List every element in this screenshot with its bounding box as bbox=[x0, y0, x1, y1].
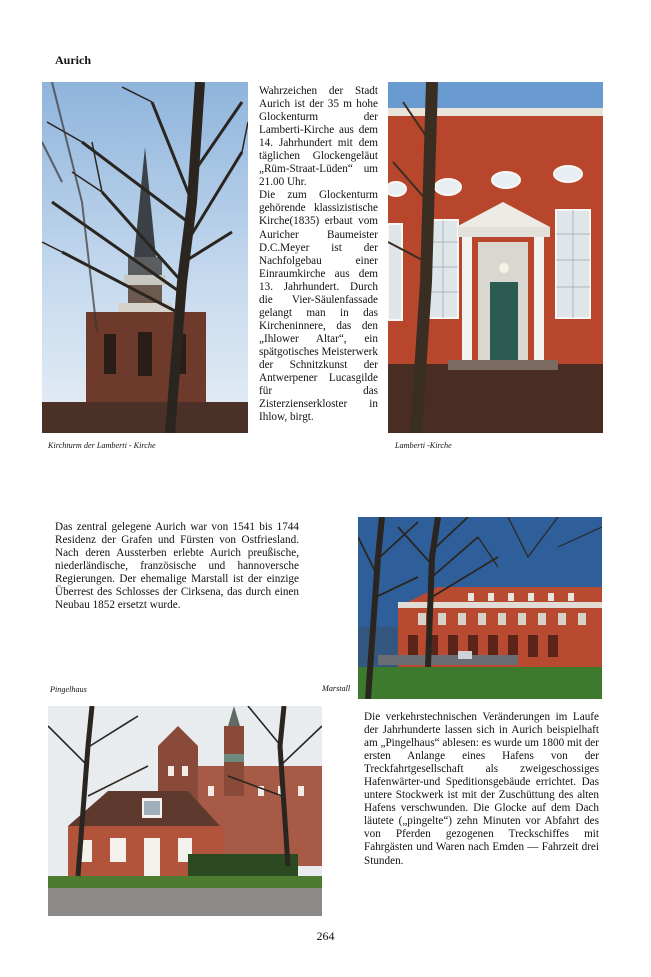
photo-marstall bbox=[358, 517, 602, 699]
photo-church-tower bbox=[42, 82, 248, 433]
caption-marstall: Marstall bbox=[322, 684, 351, 693]
text-lamberti-p1: Wahrzeichen der Stadt Aurich ist der 35 m hohe Glockenturm der Lamberti-Kirche aus dem 14. Jahrhundert mit dem täglichen Glockengeläut „Rüm-Straat-Lüden“ um 21.00 Uhr. bbox=[259, 85, 378, 189]
page-number: 264 bbox=[316, 929, 335, 943]
text-pingelhaus: Die verkehrstechnischen Veränderungen im Laufe der Jahrhunderte lassen sich in Aurich beispielhaft am „Pingelhaus“ ablesen: es wurde um 1800 mit der ersten Anlange eines Hafens von der Treckfahrtgesellschaft als zweigeschossiges Hafenwärter-und Speditionsgebäude errichtet. Das untere Stockwerk ist mit der Zuschüttung des alten Hafens verschwunden. Die Glocke auf dem Dach läutete („pingelte“) zehn Minuten vor Abfahrt des von Pferden gezogenen Treckschiffes mit Fahrgästen und Waren nach Emden — Fahrzeit drei Stunden. bbox=[364, 711, 599, 867]
text-lamberti-p2: Die zum Glockenturm gehörende klassizistische Kirche(1835) erbaut vom Auricher Baumeister D.C.Meyer ist der Nachfolgebau einer Einraumkirche aus dem 13. Jahrhundert. Durch die Vier-Säulenfassade gelangt man in das Kircheninnere, das den „Ihlower Altar“, ein spätgotisches Meisterwerk der Schnitzkunst der Antwerpener Lucasgilde für das Zisterzienserkloster in Ihlow, birgt. bbox=[259, 189, 378, 424]
text-residenz: Das zentral gelegene Aurich war von 1541 bis 1744 Residenz der Grafen und Fürsten von Ostfriesland. Nach deren Aussterben erlebte Aurich preußische, niederländische, französische und hannoversche Regierungen. Der ehemalige Marstall ist der einzige Überrest des Schlosses der Cirksena, das durch einen Neubau 1852 ersetzt wurde. bbox=[55, 521, 299, 612]
caption-pingelhaus: Pingelhaus bbox=[50, 685, 87, 694]
caption-lamberti-church: Lamberti -Kirche bbox=[395, 441, 452, 450]
caption-church-tower: Kirchturm der Lamberti - Kirche bbox=[48, 441, 156, 450]
text-lamberti bbox=[259, 85, 378, 424]
page-heading: Aurich bbox=[55, 53, 91, 67]
photo-pingelhaus bbox=[48, 706, 322, 916]
photo-lamberti-church bbox=[388, 82, 603, 433]
